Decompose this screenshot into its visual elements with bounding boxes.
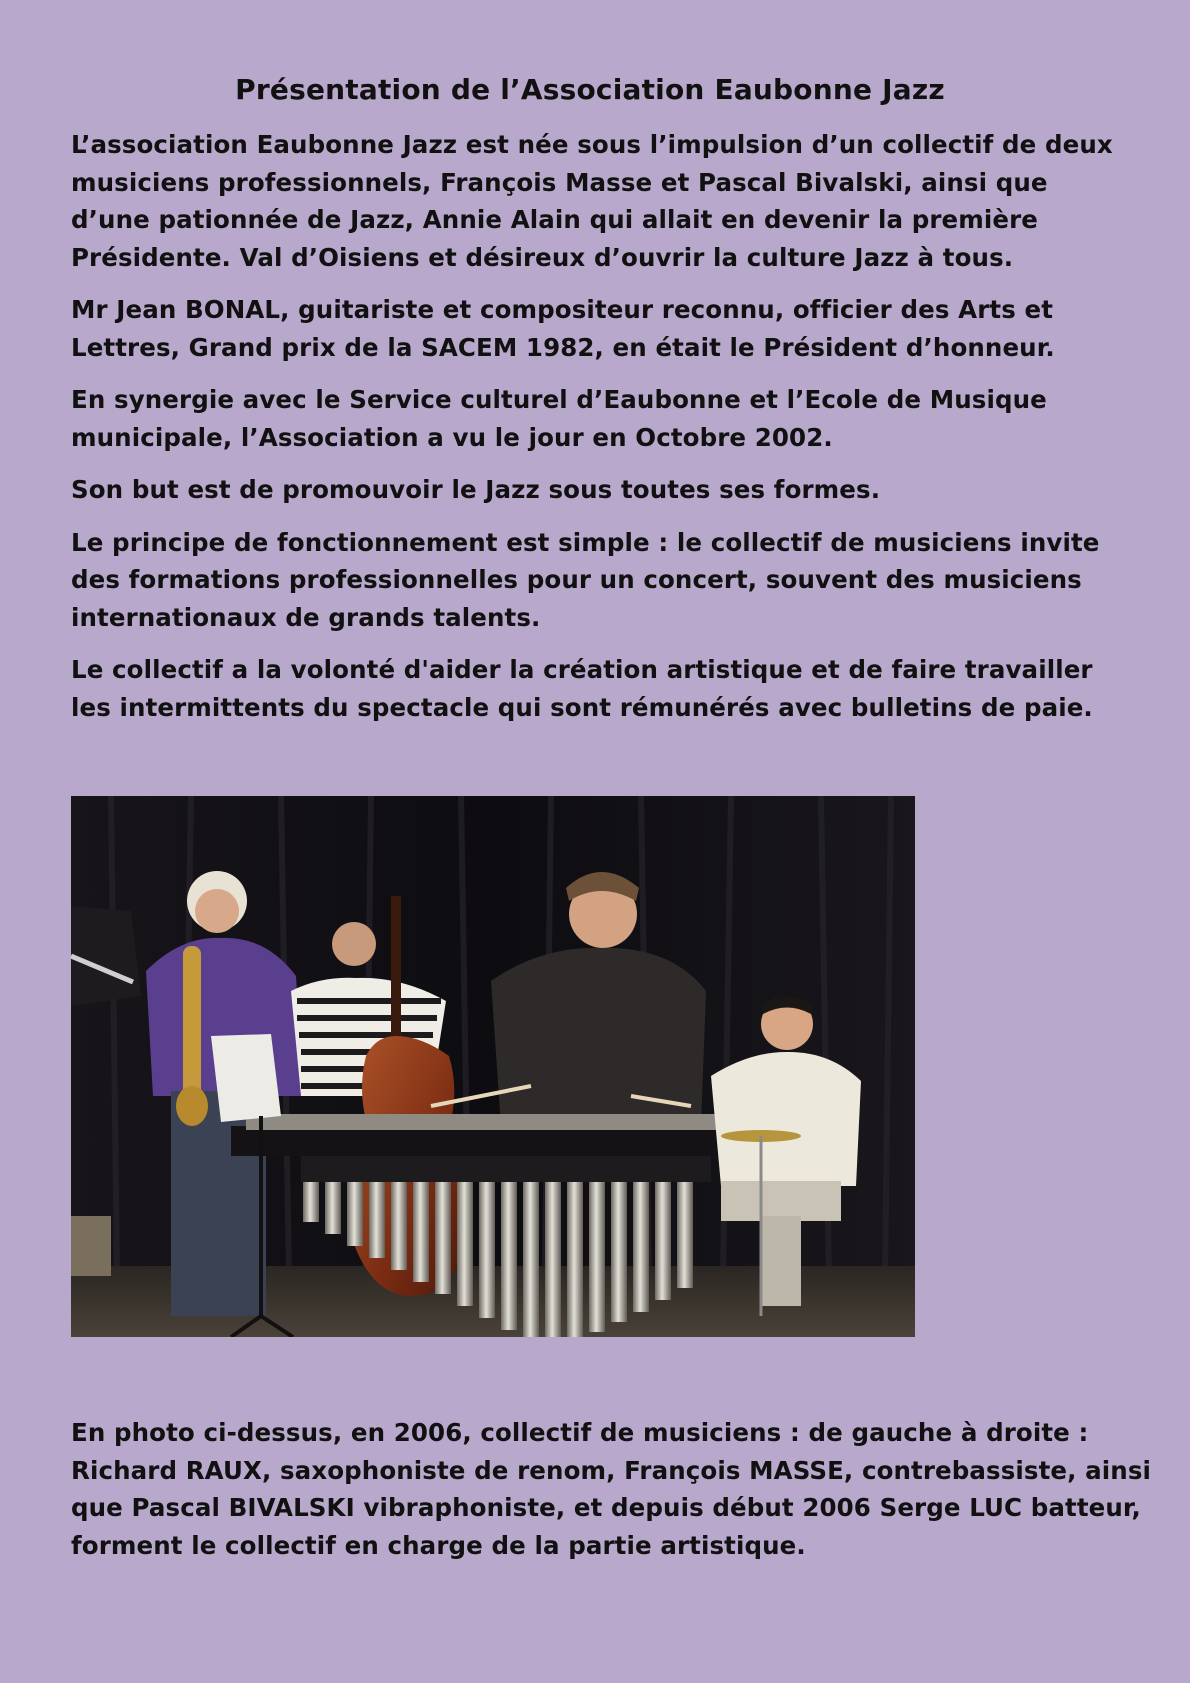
- paragraph-origin: L’association Eaubonne Jazz est née sous l’impulsion d’un collectif de deux musiciens professionnels, François Masse et Pascal Bivalski, ainsi que d’une pationnée de Jazz, Annie Alain qui allait en devenir la première Présidente. Val d’Oisiens et désireux d’ouvrir la culture Jazz à tous.: [71, 130, 1113, 272]
- band-photo: [71, 796, 915, 1337]
- paragraph-honorary-president: Mr Jean BONAL, guitariste et compositeur reconnu, officier des Arts et Lettres, Grand prix de la SACEM 1982, en était le Président d’honneur.: [71, 295, 1055, 362]
- paragraph-artistic-support: Le collectif a la volonté d'aider la création artistique et de faire travailler les intermittents du spectacle qui sont rémunérés avec bulletins de paie.: [71, 655, 1093, 722]
- paragraph-founding: En synergie avec le Service culturel d’Eaubonne et l’Ecole de Musique municipale, l’Association a vu le jour en Octobre 2002.: [71, 385, 1047, 452]
- paragraph-goal: Son but est de promouvoir le Jazz sous toutes ses formes.: [71, 475, 881, 504]
- paragraph-principle: Le principe de fonctionnement est simple : le collectif de musiciens invite des formations professionnelles pour un concert, souvent des musiciens internationaux de grands talents.: [71, 527, 1100, 632]
- document-title: Présentation de l’Association Eaubonne Jazz: [235, 73, 945, 106]
- photo-caption: En photo ci-dessus, en 2006, collectif de musiciens : de gauche à droite : Richard RAUX, saxophoniste de renom, François MASSE, contrebassiste, ainsi que Pascal BIVALSKI vibraphoniste, et depuis début 2006 Serge LUC batteur, forment le collectif en charge de la partie artistique.: [71, 1418, 1152, 1560]
- body-text: [71, 126, 1131, 741]
- band-photo-illustration: [71, 796, 915, 1337]
